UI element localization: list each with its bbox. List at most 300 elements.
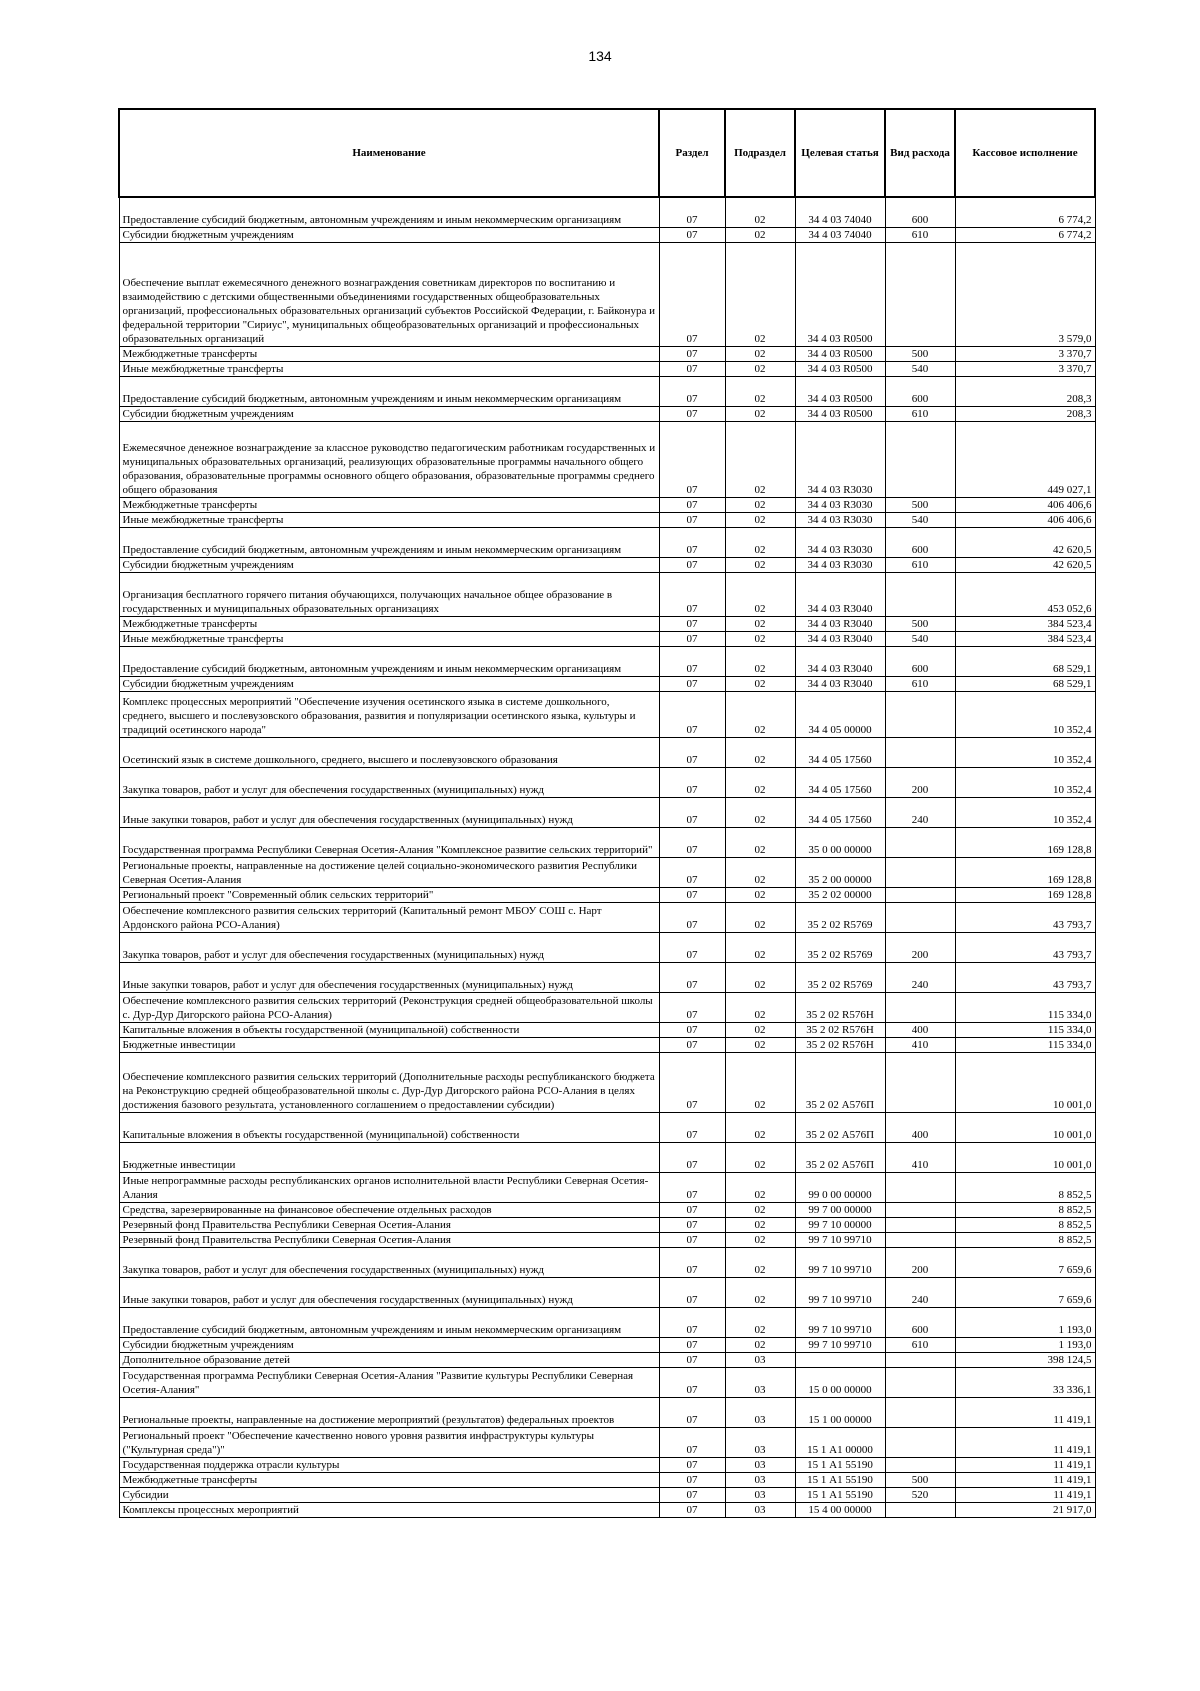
cell-vid [885, 1502, 955, 1517]
cell-kassovoe: 398 124,5 [955, 1352, 1095, 1367]
cell-vid [885, 902, 955, 932]
table-row [119, 737, 1095, 767]
cell-name: Межбюджетные трансферты [119, 346, 659, 361]
cell-kassovoe: 42 620,5 [955, 557, 1095, 572]
cell-celevaya: 34 4 03 R0500 [795, 406, 885, 421]
cell-razdel: 07 [659, 1247, 725, 1277]
cell-razdel: 07 [659, 902, 725, 932]
cell-kassovoe: 208,3 [955, 376, 1095, 406]
cell-razdel: 07 [659, 346, 725, 361]
cell-name: Региональный проект "Обеспечение качественно нового уровня развития инфраструктуры культуры ("Культурная среда")" [119, 1427, 659, 1457]
cell-kassovoe: 43 793,7 [955, 932, 1095, 962]
cell-celevaya: 15 1 А1 00000 [795, 1427, 885, 1457]
cell-celevaya: 34 4 03 74040 [795, 197, 885, 227]
cell-razdel: 07 [659, 676, 725, 691]
cell-kassovoe: 10 352,4 [955, 797, 1095, 827]
cell-kassovoe: 115 334,0 [955, 992, 1095, 1022]
cell-razdel: 07 [659, 1397, 725, 1427]
table-row [119, 376, 1095, 406]
cell-kassovoe: 453 052,6 [955, 572, 1095, 616]
cell-vid: 200 [885, 767, 955, 797]
cell-razdel: 07 [659, 932, 725, 962]
cell-vid: 400 [885, 1112, 955, 1142]
cell-kassovoe: 208,3 [955, 406, 1095, 421]
cell-celevaya: 99 0 00 00000 [795, 1172, 885, 1202]
table-row [119, 1487, 1095, 1502]
cell-name: Средства, зарезервированные на финансовое обеспечение отдельных расходов [119, 1202, 659, 1217]
table-row [119, 1112, 1095, 1142]
cell-vid [885, 1172, 955, 1202]
table-row [119, 572, 1095, 616]
cell-name: Обеспечение комплексного развития сельских территорий (Дополнительные расходы республиканского бюджета на Реконструкцию средней общеобразовательной школы с. Дур-Дур Дигорского района РСО-Алания в целях достижения базового результата, установленного соглашением о предоставлении субсидии) [119, 1052, 659, 1112]
cell-podrazdel: 03 [725, 1427, 795, 1457]
cell-kassovoe: 11 419,1 [955, 1457, 1095, 1472]
cell-podrazdel: 02 [725, 1052, 795, 1112]
table-row [119, 242, 1095, 346]
table-row [119, 962, 1095, 992]
cell-razdel: 07 [659, 1172, 725, 1202]
table-row [119, 227, 1095, 242]
table-row [119, 197, 1095, 227]
cell-celevaya: 15 1 00 00000 [795, 1397, 885, 1427]
cell-podrazdel: 03 [725, 1502, 795, 1517]
cell-name: Субсидии бюджетным учреждениям [119, 676, 659, 691]
table-row [119, 1052, 1095, 1112]
cell-celevaya: 35 2 02 R5769 [795, 932, 885, 962]
header-vid: Вид расхода [885, 109, 955, 197]
cell-name: Государственная программа Республики Северная Осетия-Алания "Комплексное развитие сельских территорий" [119, 827, 659, 857]
table-row [119, 797, 1095, 827]
cell-celevaya: 34 4 03 R0500 [795, 346, 885, 361]
cell-vid: 540 [885, 361, 955, 376]
cell-vid: 410 [885, 1037, 955, 1052]
cell-celevaya: 35 2 02 00000 [795, 887, 885, 902]
cell-razdel: 07 [659, 827, 725, 857]
cell-kassovoe: 406 406,6 [955, 512, 1095, 527]
cell-razdel: 07 [659, 616, 725, 631]
header-name: Наименование [119, 109, 659, 197]
cell-name: Капитальные вложения в объекты государственной (муниципальной) собственности [119, 1022, 659, 1037]
header-razdel: Раздел [659, 109, 725, 197]
cell-name: Предоставление субсидий бюджетным, автономным учреждениям и иным некоммерческим организациям [119, 1307, 659, 1337]
cell-kassovoe: 21 917,0 [955, 1502, 1095, 1517]
cell-kassovoe: 10 352,4 [955, 691, 1095, 737]
table-row [119, 691, 1095, 737]
cell-vid [885, 242, 955, 346]
cell-razdel: 07 [659, 1232, 725, 1247]
cell-kassovoe: 33 336,1 [955, 1367, 1095, 1397]
cell-podrazdel: 03 [725, 1397, 795, 1427]
cell-celevaya: 99 7 10 99710 [795, 1307, 885, 1337]
cell-kassovoe: 115 334,0 [955, 1037, 1095, 1052]
cell-name: Закупка товаров, работ и услуг для обеспечения государственных (муниципальных) нужд [119, 767, 659, 797]
table-row [119, 1502, 1095, 1517]
cell-razdel: 07 [659, 1337, 725, 1352]
cell-name: Предоставление субсидий бюджетным, автономным учреждениям и иным некоммерческим организациям [119, 197, 659, 227]
cell-podrazdel: 02 [725, 1232, 795, 1247]
cell-kassovoe: 7 659,6 [955, 1247, 1095, 1277]
cell-name: Иные непрограммные расходы республиканских органов исполнительной власти Республики Северная Осетия-Алания [119, 1172, 659, 1202]
cell-podrazdel: 02 [725, 1247, 795, 1277]
cell-kassovoe: 68 529,1 [955, 646, 1095, 676]
cell-podrazdel: 02 [725, 1202, 795, 1217]
table-row [119, 646, 1095, 676]
cell-razdel: 07 [659, 497, 725, 512]
cell-razdel: 07 [659, 1352, 725, 1367]
cell-podrazdel: 02 [725, 421, 795, 497]
cell-kassovoe: 169 128,8 [955, 857, 1095, 887]
cell-kassovoe: 169 128,8 [955, 887, 1095, 902]
cell-name: Субсидии [119, 1487, 659, 1502]
cell-vid [885, 1397, 955, 1427]
cell-celevaya: 35 2 02 R576Н [795, 1022, 885, 1037]
cell-podrazdel: 02 [725, 527, 795, 557]
page-number: 134 [588, 48, 612, 64]
cell-celevaya: 35 2 02 R576Н [795, 1037, 885, 1052]
cell-celevaya: 15 1 А1 55190 [795, 1457, 885, 1472]
cell-celevaya: 35 2 02 А576П [795, 1112, 885, 1142]
cell-celevaya: 99 7 10 99710 [795, 1247, 885, 1277]
cell-podrazdel: 02 [725, 197, 795, 227]
cell-celevaya: 34 4 03 74040 [795, 227, 885, 242]
cell-kassovoe: 3 370,7 [955, 361, 1095, 376]
cell-celevaya: 99 7 10 00000 [795, 1217, 885, 1232]
cell-name: Обеспечение выплат ежемесячного денежного вознаграждения советникам директоров по воспитанию и взаимодействию с детскими общественными объединениями государственных общеобразовательных организаций, профессиональных образовательных организаций субъектов Российской Федерации, г. Байконура и федеральной территории "Сириус", муниципальных общеобразовательных организаций и профессиональных образовательных организаций [119, 242, 659, 346]
cell-celevaya: 34 4 03 R3030 [795, 421, 885, 497]
cell-razdel: 07 [659, 227, 725, 242]
cell-razdel: 07 [659, 1472, 725, 1487]
cell-podrazdel: 03 [725, 1457, 795, 1472]
cell-name: Капитальные вложения в объекты государственной (муниципальной) собственности [119, 1112, 659, 1142]
cell-name: Предоставление субсидий бюджетным, автономным учреждениям и иным некоммерческим организациям [119, 376, 659, 406]
cell-podrazdel: 02 [725, 376, 795, 406]
cell-podrazdel: 02 [725, 767, 795, 797]
cell-podrazdel: 02 [725, 406, 795, 421]
cell-razdel: 07 [659, 797, 725, 827]
cell-kassovoe: 1 193,0 [955, 1307, 1095, 1337]
cell-razdel: 07 [659, 691, 725, 737]
cell-name: Резервный фонд Правительства Республики Северная Осетия-Алания [119, 1217, 659, 1232]
cell-name: Субсидии бюджетным учреждениям [119, 227, 659, 242]
cell-kassovoe: 115 334,0 [955, 1022, 1095, 1037]
cell-celevaya: 35 2 02 А576П [795, 1052, 885, 1112]
cell-razdel: 07 [659, 512, 725, 527]
table-row [119, 1277, 1095, 1307]
cell-name: Иные закупки товаров, работ и услуг для обеспечения государственных (муниципальных) нужд [119, 1277, 659, 1307]
table-row [119, 421, 1095, 497]
cell-vid: 610 [885, 227, 955, 242]
cell-celevaya: 15 4 00 00000 [795, 1502, 885, 1517]
cell-kassovoe: 10 001,0 [955, 1052, 1095, 1112]
cell-kassovoe: 10 352,4 [955, 767, 1095, 797]
cell-celevaya: 99 7 00 00000 [795, 1202, 885, 1217]
cell-razdel: 07 [659, 631, 725, 646]
cell-vid [885, 1052, 955, 1112]
cell-celevaya: 35 2 00 00000 [795, 857, 885, 887]
table-row [119, 1217, 1095, 1232]
table-row [119, 406, 1095, 421]
cell-vid: 200 [885, 932, 955, 962]
cell-name: Предоставление субсидий бюджетным, автономным учреждениям и иным некоммерческим организациям [119, 527, 659, 557]
cell-celevaya: 34 4 03 R0500 [795, 376, 885, 406]
table-row [119, 1427, 1095, 1457]
cell-vid: 600 [885, 197, 955, 227]
cell-celevaya: 34 4 03 R3030 [795, 527, 885, 557]
cell-razdel: 07 [659, 1307, 725, 1337]
cell-razdel: 07 [659, 1457, 725, 1472]
cell-kassovoe: 11 419,1 [955, 1487, 1095, 1502]
cell-podrazdel: 02 [725, 962, 795, 992]
cell-vid: 240 [885, 962, 955, 992]
cell-vid: 610 [885, 676, 955, 691]
cell-name: Межбюджетные трансферты [119, 1472, 659, 1487]
cell-celevaya: 34 4 03 R0500 [795, 242, 885, 346]
cell-celevaya: 34 4 05 00000 [795, 691, 885, 737]
cell-kassovoe: 11 419,1 [955, 1397, 1095, 1427]
cell-podrazdel: 02 [725, 902, 795, 932]
table-row [119, 1247, 1095, 1277]
cell-name: Осетинский язык в системе дошкольного, среднего, высшего и послевузовского образования [119, 737, 659, 767]
cell-celevaya: 34 4 03 R3030 [795, 557, 885, 572]
cell-name: Обеспечение комплексного развития сельских территорий (Реконструкция средней общеобразовательной школы с. Дур-Дур Дигорского района РСО-Алания) [119, 992, 659, 1022]
cell-razdel: 07 [659, 887, 725, 902]
cell-podrazdel: 02 [725, 497, 795, 512]
cell-celevaya: 99 7 10 99710 [795, 1337, 885, 1352]
cell-razdel: 07 [659, 406, 725, 421]
cell-name: Резервный фонд Правительства Республики Северная Осетия-Алания [119, 1232, 659, 1247]
cell-podrazdel: 02 [725, 827, 795, 857]
cell-name: Организация бесплатного горячего питания обучающихся, получающих начальное общее образование в государственных и муниципальных образовательных организациях [119, 572, 659, 616]
cell-vid: 600 [885, 646, 955, 676]
cell-razdel: 07 [659, 1487, 725, 1502]
cell-kassovoe: 6 774,2 [955, 227, 1095, 242]
cell-kassovoe: 10 001,0 [955, 1112, 1095, 1142]
cell-podrazdel: 03 [725, 1472, 795, 1487]
cell-kassovoe: 3 579,0 [955, 242, 1095, 346]
header-kassovoe: Кассовое исполнение [955, 109, 1095, 197]
cell-celevaya: 99 7 10 99710 [795, 1277, 885, 1307]
cell-vid: 600 [885, 376, 955, 406]
cell-razdel: 07 [659, 1037, 725, 1052]
table-row [119, 827, 1095, 857]
cell-celevaya: 35 2 02 А576П [795, 1142, 885, 1172]
cell-vid: 200 [885, 1247, 955, 1277]
cell-kassovoe: 11 419,1 [955, 1472, 1095, 1487]
cell-name: Иные закупки товаров, работ и услуг для обеспечения государственных (муниципальных) нужд [119, 797, 659, 827]
table-row [119, 616, 1095, 631]
cell-vid [885, 421, 955, 497]
cell-name: Иные межбюджетные трансферты [119, 631, 659, 646]
cell-celevaya: 34 4 05 17560 [795, 767, 885, 797]
cell-razdel: 07 [659, 1022, 725, 1037]
cell-podrazdel: 02 [725, 797, 795, 827]
cell-podrazdel: 02 [725, 1307, 795, 1337]
cell-celevaya: 34 4 05 17560 [795, 797, 885, 827]
cell-razdel: 07 [659, 992, 725, 1022]
cell-podrazdel: 02 [725, 1022, 795, 1037]
cell-podrazdel: 02 [725, 1142, 795, 1172]
cell-podrazdel: 02 [725, 242, 795, 346]
cell-vid: 600 [885, 527, 955, 557]
cell-name: Комплексы процессных мероприятий [119, 1502, 659, 1517]
cell-name: Субсидии бюджетным учреждениям [119, 406, 659, 421]
cell-name: Межбюджетные трансферты [119, 497, 659, 512]
cell-name: Иные межбюджетные трансферты [119, 512, 659, 527]
cell-name: Ежемесячное денежное вознаграждение за классное руководство педагогическим работникам государственных и муниципальных образовательных организаций, реализующих образовательные программы начального общего образования, образовательные программы основного общего образования, образовательные программы среднего общего образования [119, 421, 659, 497]
cell-razdel: 07 [659, 1112, 725, 1142]
cell-podrazdel: 02 [725, 691, 795, 737]
cell-vid [885, 827, 955, 857]
cell-kassovoe: 11 419,1 [955, 1427, 1095, 1457]
cell-celevaya: 34 4 03 R3040 [795, 616, 885, 631]
table-row [119, 1172, 1095, 1202]
cell-kassovoe: 406 406,6 [955, 497, 1095, 512]
cell-razdel: 07 [659, 1052, 725, 1112]
cell-celevaya: 34 4 03 R3040 [795, 676, 885, 691]
cell-name: Бюджетные инвестиции [119, 1142, 659, 1172]
cell-razdel: 07 [659, 361, 725, 376]
cell-celevaya: 34 4 03 R3030 [795, 497, 885, 512]
cell-vid [885, 1352, 955, 1367]
header-podrazdel: Подраздел [725, 109, 795, 197]
cell-razdel: 07 [659, 646, 725, 676]
cell-name: Региональные проекты, направленные на достижение целей социально-экономического развития Республики Северная Осетия-Алания [119, 857, 659, 887]
cell-vid: 500 [885, 497, 955, 512]
table-row [119, 1397, 1095, 1427]
cell-podrazdel: 02 [725, 1112, 795, 1142]
cell-vid: 540 [885, 512, 955, 527]
cell-vid [885, 1217, 955, 1232]
cell-celevaya: 34 4 03 R0500 [795, 361, 885, 376]
table-row [119, 1307, 1095, 1337]
cell-name: Иные закупки товаров, работ и услуг для обеспечения государственных (муниципальных) нужд [119, 962, 659, 992]
cell-podrazdel: 03 [725, 1487, 795, 1502]
cell-kassovoe: 449 027,1 [955, 421, 1095, 497]
cell-name: Субсидии бюджетным учреждениям [119, 557, 659, 572]
cell-celevaya: 34 4 05 17560 [795, 737, 885, 767]
cell-kassovoe: 1 193,0 [955, 1337, 1095, 1352]
cell-vid [885, 857, 955, 887]
cell-razdel: 07 [659, 1217, 725, 1232]
cell-kassovoe: 8 852,5 [955, 1232, 1095, 1247]
cell-podrazdel: 02 [725, 346, 795, 361]
table-row [119, 1232, 1095, 1247]
cell-kassovoe: 43 793,7 [955, 902, 1095, 932]
cell-vid: 520 [885, 1487, 955, 1502]
table-row [119, 1367, 1095, 1397]
cell-podrazdel: 02 [725, 227, 795, 242]
table-row [119, 361, 1095, 376]
cell-podrazdel: 02 [725, 1172, 795, 1202]
cell-name: Комплекс процессных мероприятий "Обеспечение изучения осетинского языка в системе дошкольного, среднего, высшего и послевузовского образования, развития и популяризации осетинского языка, культуры и традиций осетинского народа" [119, 691, 659, 737]
cell-podrazdel: 02 [725, 512, 795, 527]
cell-razdel: 07 [659, 527, 725, 557]
cell-razdel: 07 [659, 857, 725, 887]
cell-podrazdel: 02 [725, 1277, 795, 1307]
cell-razdel: 07 [659, 421, 725, 497]
cell-name: Субсидии бюджетным учреждениям [119, 1337, 659, 1352]
cell-podrazdel: 02 [725, 557, 795, 572]
budget-table [118, 108, 1096, 1518]
table-body [119, 197, 1095, 1517]
table-row [119, 1457, 1095, 1472]
table-row [119, 1142, 1095, 1172]
cell-razdel: 07 [659, 572, 725, 616]
cell-kassovoe: 8 852,5 [955, 1217, 1095, 1232]
header-celevaya: Целевая статья [795, 109, 885, 197]
cell-vid: 500 [885, 616, 955, 631]
cell-podrazdel: 02 [725, 992, 795, 1022]
cell-razdel: 07 [659, 557, 725, 572]
table-row [119, 557, 1095, 572]
cell-razdel: 07 [659, 962, 725, 992]
cell-name: Региональные проекты, направленные на достижение мероприятий (результатов) федеральных проектов [119, 1397, 659, 1427]
cell-podrazdel: 02 [725, 1037, 795, 1052]
table-row [119, 767, 1095, 797]
table-row [119, 1472, 1095, 1487]
cell-vid [885, 691, 955, 737]
cell-vid [885, 737, 955, 767]
table-row [119, 1337, 1095, 1352]
table-row [119, 1037, 1095, 1052]
cell-razdel: 07 [659, 1202, 725, 1217]
cell-kassovoe: 8 852,5 [955, 1202, 1095, 1217]
cell-name: Региональный проект "Современный облик сельских территорий" [119, 887, 659, 902]
cell-celevaya [795, 1352, 885, 1367]
table-row [119, 887, 1095, 902]
table-row [119, 631, 1095, 646]
cell-kassovoe: 43 793,7 [955, 962, 1095, 992]
cell-vid [885, 992, 955, 1022]
cell-vid: 240 [885, 1277, 955, 1307]
cell-celevaya: 35 2 02 R576Н [795, 992, 885, 1022]
cell-vid [885, 1202, 955, 1217]
cell-vid: 610 [885, 1337, 955, 1352]
cell-vid [885, 887, 955, 902]
cell-name: Дополнительное образование детей [119, 1352, 659, 1367]
table-row [119, 1202, 1095, 1217]
table-row [119, 1022, 1095, 1037]
cell-vid [885, 1457, 955, 1472]
cell-vid [885, 572, 955, 616]
cell-kassovoe: 10 352,4 [955, 737, 1095, 767]
cell-vid: 410 [885, 1142, 955, 1172]
cell-celevaya: 15 1 А1 55190 [795, 1472, 885, 1487]
cell-vid: 610 [885, 406, 955, 421]
cell-kassovoe: 42 620,5 [955, 527, 1095, 557]
cell-podrazdel: 03 [725, 1352, 795, 1367]
cell-celevaya: 34 4 03 R3040 [795, 631, 885, 646]
cell-kassovoe: 384 523,4 [955, 631, 1095, 646]
cell-vid: 610 [885, 557, 955, 572]
cell-name: Государственная поддержка отрасли культуры [119, 1457, 659, 1472]
cell-celevaya: 15 0 00 00000 [795, 1367, 885, 1397]
table-header-row [119, 109, 1095, 197]
table-row [119, 902, 1095, 932]
table-row [119, 992, 1095, 1022]
cell-podrazdel: 02 [725, 676, 795, 691]
cell-razdel: 07 [659, 1427, 725, 1457]
cell-kassovoe: 68 529,1 [955, 676, 1095, 691]
cell-razdel: 07 [659, 197, 725, 227]
cell-kassovoe: 6 774,2 [955, 197, 1095, 227]
cell-razdel: 07 [659, 1502, 725, 1517]
cell-name: Иные межбюджетные трансферты [119, 361, 659, 376]
cell-vid [885, 1232, 955, 1247]
cell-celevaya: 15 1 А1 55190 [795, 1487, 885, 1502]
cell-celevaya: 34 4 03 R3040 [795, 646, 885, 676]
cell-name: Бюджетные инвестиции [119, 1037, 659, 1052]
